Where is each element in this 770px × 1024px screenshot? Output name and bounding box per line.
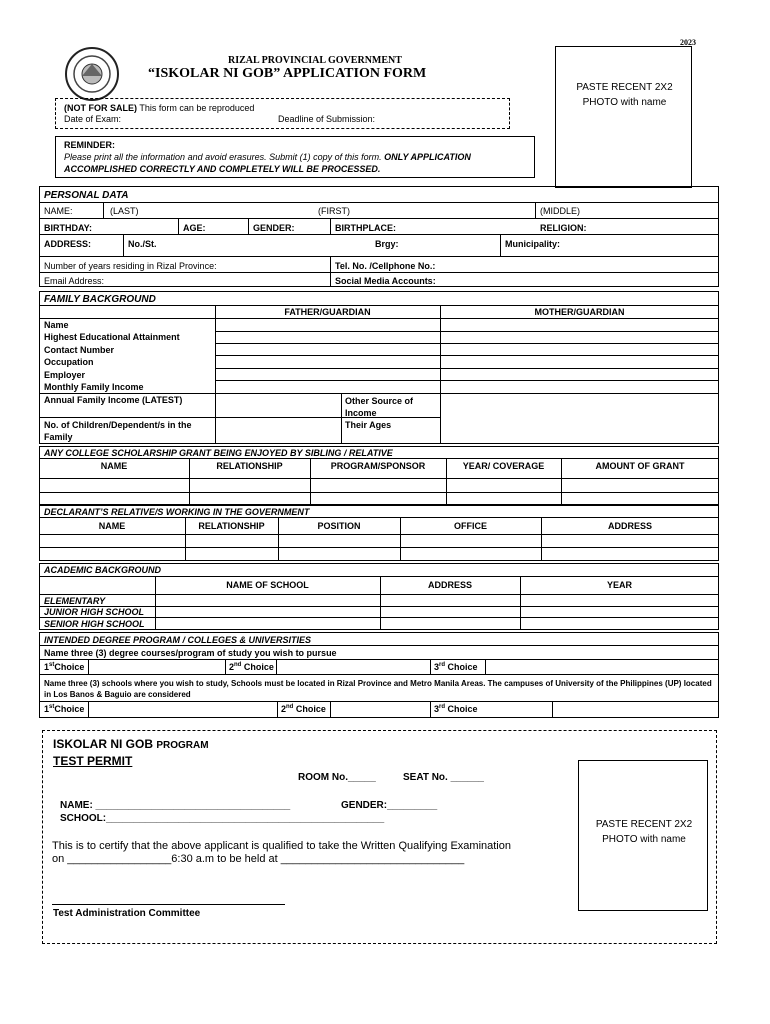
middle-name-field[interactable]: (MIDDLE) [540, 206, 580, 216]
permit-program: ISKOLAR NI GOB PROGRAM [53, 737, 209, 751]
first-name-field[interactable]: (FIRST) [318, 206, 350, 216]
age-field[interactable]: AGE: [183, 223, 206, 233]
permit-name-field[interactable]: NAME: ___________________________________ [60, 800, 291, 811]
photo-note: PASTE RECENT 2X2 PHOTO with name [576, 82, 673, 108]
street-field[interactable]: No./St. [128, 239, 157, 249]
deadline: Deadline of Submission: [278, 114, 376, 124]
address-label: ADDRESS: [44, 239, 92, 249]
tel-field[interactable]: Tel. No. /Cellphone No.: [335, 261, 436, 271]
family-row-employer: Employer [44, 370, 86, 380]
school-choice-3[interactable]: 3rd Choice [434, 704, 478, 714]
reminder-text: Please print all the information and avoid erasures. Submit (1) copy of this form. ONLY APPLICATION ACCOMPLISHED CORRECTLY AND COMPLETELY WILL BE PROCESSED. [64, 152, 471, 174]
permit-school-field[interactable]: SCHOOL:__________________________________________________ [60, 813, 385, 824]
acad-col-year: YEAR [606, 580, 632, 590]
reminder-title: REMINDER: [64, 140, 115, 150]
level-senior-high: SENIOR HIGH SCHOOL [44, 619, 145, 629]
years-rizal-field[interactable]: Number of years residing in Rizal Province: [44, 261, 217, 271]
sch-col-name: NAME [100, 461, 128, 471]
exam-schedule-field[interactable]: on _________________6:30 a.m to be held at ______________________________ [52, 853, 465, 865]
acad-col-school: NAME OF SCHOOL [226, 580, 309, 590]
acad-col-address: ADDRESS [427, 580, 472, 590]
course-choice-1[interactable]: 1stChoice [44, 662, 85, 672]
school-choice-1[interactable]: 1stChoice [44, 704, 85, 714]
birthplace-field[interactable]: BIRTHPLACE: [335, 223, 396, 233]
family-row-monthly-income: Monthly Family Income [44, 382, 144, 392]
sch-col-relationship: RELATIONSHIP [216, 461, 283, 471]
permit-photo-box [578, 760, 708, 911]
not-for-sale: (NOT FOR SALE) [64, 103, 137, 113]
their-ages-label: Their Ages [345, 420, 392, 430]
page-title: “ISKOLAR NI GOB” APPLICATION FORM [148, 66, 427, 81]
degree-instruction-schools: Name three (3) schools where you wish to study, Schools must be located in Rizal Province and Metro Manila Areas. The campuses of University of the Philippines (UP) located in Los Banos & Baguio are considered [44, 679, 712, 699]
rizal-seal-logo [64, 46, 120, 102]
rel-col-relationship: RELATIONSHIP [198, 521, 265, 531]
family-title: FAMILY BACKGROUND [44, 294, 156, 305]
rel-col-position: POSITION [317, 521, 361, 531]
rel-col-name: NAME [98, 521, 126, 531]
photo-box [555, 46, 692, 188]
name-label: NAME: [44, 206, 73, 216]
family-row-contact: Contact Number [44, 345, 115, 355]
personal-title: PERSONAL DATA [44, 190, 129, 201]
sch-col-program: PROGRAM/SPONSOR [330, 461, 426, 471]
course-choice-2[interactable]: 2nd Choice [229, 662, 274, 672]
level-elementary: ELEMENTARY [44, 596, 106, 606]
course-choice-3[interactable]: 3rd Choice [434, 662, 478, 672]
committee-label: Test Administration Committee [53, 908, 201, 919]
rel-col-address: ADDRESS [607, 521, 652, 531]
children-label: No. of Children/Dependent/s in the Family [44, 420, 192, 442]
reminder-box [55, 136, 535, 178]
father-header: FATHER/GUARDIAN [284, 307, 371, 317]
notice-box [55, 98, 510, 129]
family-row-occupation: Occupation [44, 357, 94, 367]
certify-text: This is to certify that the above applicant is qualified to take the Written Qualifying Examination [52, 840, 511, 852]
sch-col-year: YEAR/ COVERAGE [462, 461, 545, 471]
family-row-name: Name [44, 320, 69, 330]
last-name-field[interactable]: (LAST) [110, 206, 139, 216]
mother-header: MOTHER/GUARDIAN [534, 307, 625, 317]
email-field[interactable]: Email Address: [44, 276, 105, 286]
level-junior-high: JUNIOR HIGH SCHOOL [44, 607, 145, 617]
sch-col-amount: AMOUNT OF GRANT [595, 461, 685, 471]
scholarship-title: ANY COLLEGE SCHOLARSHIP GRANT BEING ENJOYED BY SIBLING / RELATIVE [44, 448, 393, 458]
brgy-field[interactable]: Brgy: [375, 239, 399, 249]
permit-title: TEST PERMIT [53, 754, 133, 768]
reproduce-note: This form can be reproduced [139, 103, 255, 113]
birthday-field[interactable]: BIRTHDAY: [44, 223, 93, 233]
form-year: 2023 [680, 38, 696, 47]
degree-instruction-courses: Name three (3) degree courses/program of study you wish to pursue [44, 648, 337, 658]
room-field[interactable]: ROOM No._____ [298, 772, 376, 783]
degree-title: INTENDED DEGREE PROGRAM / COLLEGES & UNIVERSITIES [44, 635, 312, 645]
date-of-exam: Date of Exam: [64, 114, 122, 124]
gender-field[interactable]: GENDER: [253, 223, 295, 233]
relatives-title: DECLARANT’S RELATIVE/S WORKING IN THE GOVERNMENT [44, 507, 310, 517]
family-row-education: Highest Educational Attainment [44, 332, 180, 342]
permit-gender-field[interactable]: GENDER:_________ [341, 800, 438, 811]
municipality-field[interactable]: Municipality: [505, 239, 561, 249]
other-source-label: Other Source of Income [345, 396, 414, 418]
rel-col-office: OFFICE [454, 521, 487, 531]
school-choice-2[interactable]: 2nd Choice [281, 704, 326, 714]
seat-field[interactable]: SEAT No. ______ [403, 772, 484, 783]
religion-field[interactable]: RELIGION: [540, 223, 587, 233]
government-name: RIZAL PROVINCIAL GOVERNMENT [228, 55, 402, 66]
social-field[interactable]: Social Media Accounts: [335, 276, 436, 286]
academic-title: ACADEMIC BACKGROUND [44, 565, 161, 575]
permit-photo-note: PASTE RECENT 2X2 PHOTO with name [595, 819, 693, 845]
family-row-annual-income: Annual Family Income (LATEST) [44, 395, 183, 405]
